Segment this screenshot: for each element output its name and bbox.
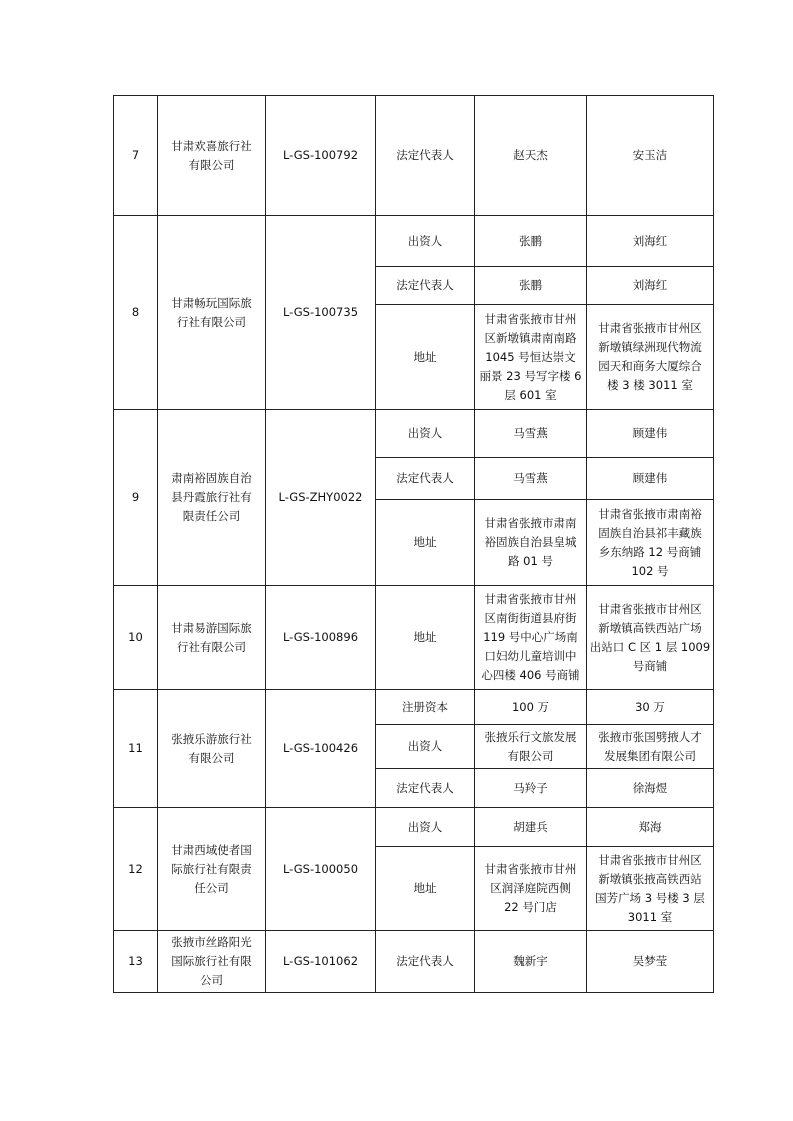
license-number: L-GS-100896 xyxy=(266,586,376,690)
value-before: 张掖乐行文旅发展 有限公司 xyxy=(475,725,587,769)
row-number: 7 xyxy=(114,96,158,216)
value-after: 郑海 xyxy=(587,808,714,847)
table-row xyxy=(114,216,714,267)
change-item: 出资人 xyxy=(376,216,475,267)
value-before: 马羚子 xyxy=(475,769,587,808)
value-before: 甘肃省张掖市甘州 区南街街道县府街 119 号中心广场南 口妇幼儿童培训中 心四楼 406 号商铺 xyxy=(475,586,587,690)
value-after: 甘肃省张掖市甘州区 新墩镇高铁西站广场 出站口 C 区 1 层 1009 号商铺 xyxy=(587,586,714,690)
license-number: L-GS-101062 xyxy=(266,931,376,993)
license-number: L-GS-ZHY0022 xyxy=(266,410,376,586)
company-name: 肃南裕固族自治 县丹霞旅行社有 限责任公司 xyxy=(158,410,266,586)
row-number: 11 xyxy=(114,690,158,808)
license-number: L-GS-100050 xyxy=(266,808,376,931)
row-number: 9 xyxy=(114,410,158,586)
value-before: 胡建兵 xyxy=(475,808,587,847)
value-before: 赵天杰 xyxy=(475,96,587,216)
row-number: 12 xyxy=(114,808,158,931)
table-row xyxy=(114,690,714,725)
value-after: 刘海红 xyxy=(587,267,714,305)
value-after: 刘海红 xyxy=(587,216,714,267)
value-after: 吴梦莹 xyxy=(587,931,714,993)
value-after: 顾建伟 xyxy=(587,458,714,500)
value-after: 顾建伟 xyxy=(587,410,714,458)
change-item: 地址 xyxy=(376,500,475,586)
value-before: 甘肃省张掖市甘州 区新墩镇肃南南路 1045 号恒达崇文 丽景 23 号写字楼 6 层 601 室 xyxy=(475,305,587,410)
change-item: 法定代表人 xyxy=(376,267,475,305)
value-before: 甘肃省张掖市甘州 区润泽庭院西侧 22 号门店 xyxy=(475,847,587,931)
value-after: 安玉洁 xyxy=(587,96,714,216)
table-row xyxy=(114,808,714,847)
value-after: 甘肃省张掖市肃南裕 固族自治县祁丰藏族 乡东纳路 12 号商铺 102 号 xyxy=(587,500,714,586)
value-before: 魏新宇 xyxy=(475,931,587,993)
value-after: 徐海煜 xyxy=(587,769,714,808)
company-name: 张掖市丝路阳光 国际旅行社有限 公司 xyxy=(158,931,266,993)
row-number: 10 xyxy=(114,586,158,690)
table-body xyxy=(114,96,714,993)
value-before: 马雪燕 xyxy=(475,458,587,500)
value-after: 甘肃省张掖市甘州区 新墩镇绿洲现代物流 园天和商务大厦综合 楼 3 楼 3011 室 xyxy=(587,305,714,410)
change-item: 地址 xyxy=(376,586,475,690)
value-before: 甘肃省张掖市肃南 裕固族自治县皇城 路 01 号 xyxy=(475,500,587,586)
value-before: 100 万 xyxy=(475,690,587,725)
value-after: 30 万 xyxy=(587,690,714,725)
change-item: 法定代表人 xyxy=(376,769,475,808)
change-item: 地址 xyxy=(376,847,475,931)
company-name: 甘肃欢喜旅行社 有限公司 xyxy=(158,96,266,216)
table-row xyxy=(114,410,714,458)
value-after: 张掖市张国劈掖人才 发展集团有限公司 xyxy=(587,725,714,769)
company-name: 甘肃畅玩国际旅 行社有限公司 xyxy=(158,216,266,410)
value-before: 张鹏 xyxy=(475,267,587,305)
row-number: 13 xyxy=(114,931,158,993)
change-item: 出资人 xyxy=(376,725,475,769)
change-item: 出资人 xyxy=(376,808,475,847)
row-number: 8 xyxy=(114,216,158,410)
change-item: 注册资本 xyxy=(376,690,475,725)
company-name: 甘肃西域使者国 际旅行社有限责 任公司 xyxy=(158,808,266,931)
value-after: 甘肃省张掖市甘州区 新墩镇张掖高铁西站 国芳广场 3 号楼 3 层 3011 室 xyxy=(587,847,714,931)
table-row xyxy=(114,931,714,993)
company-name: 张掖乐游旅行社 有限公司 xyxy=(158,690,266,808)
change-item: 法定代表人 xyxy=(376,458,475,500)
change-item: 地址 xyxy=(376,305,475,410)
value-before: 马雪燕 xyxy=(475,410,587,458)
license-number: L-GS-100735 xyxy=(266,216,376,410)
license-number: L-GS-100792 xyxy=(266,96,376,216)
change-item: 出资人 xyxy=(376,410,475,458)
table-row xyxy=(114,586,714,690)
change-item: 法定代表人 xyxy=(376,931,475,993)
value-before: 张鹏 xyxy=(475,216,587,267)
company-name: 甘肃易游国际旅 行社有限公司 xyxy=(158,586,266,690)
license-number: L-GS-100426 xyxy=(266,690,376,808)
change-records-table xyxy=(113,95,714,993)
table-row xyxy=(114,96,714,216)
change-item: 法定代表人 xyxy=(376,96,475,216)
